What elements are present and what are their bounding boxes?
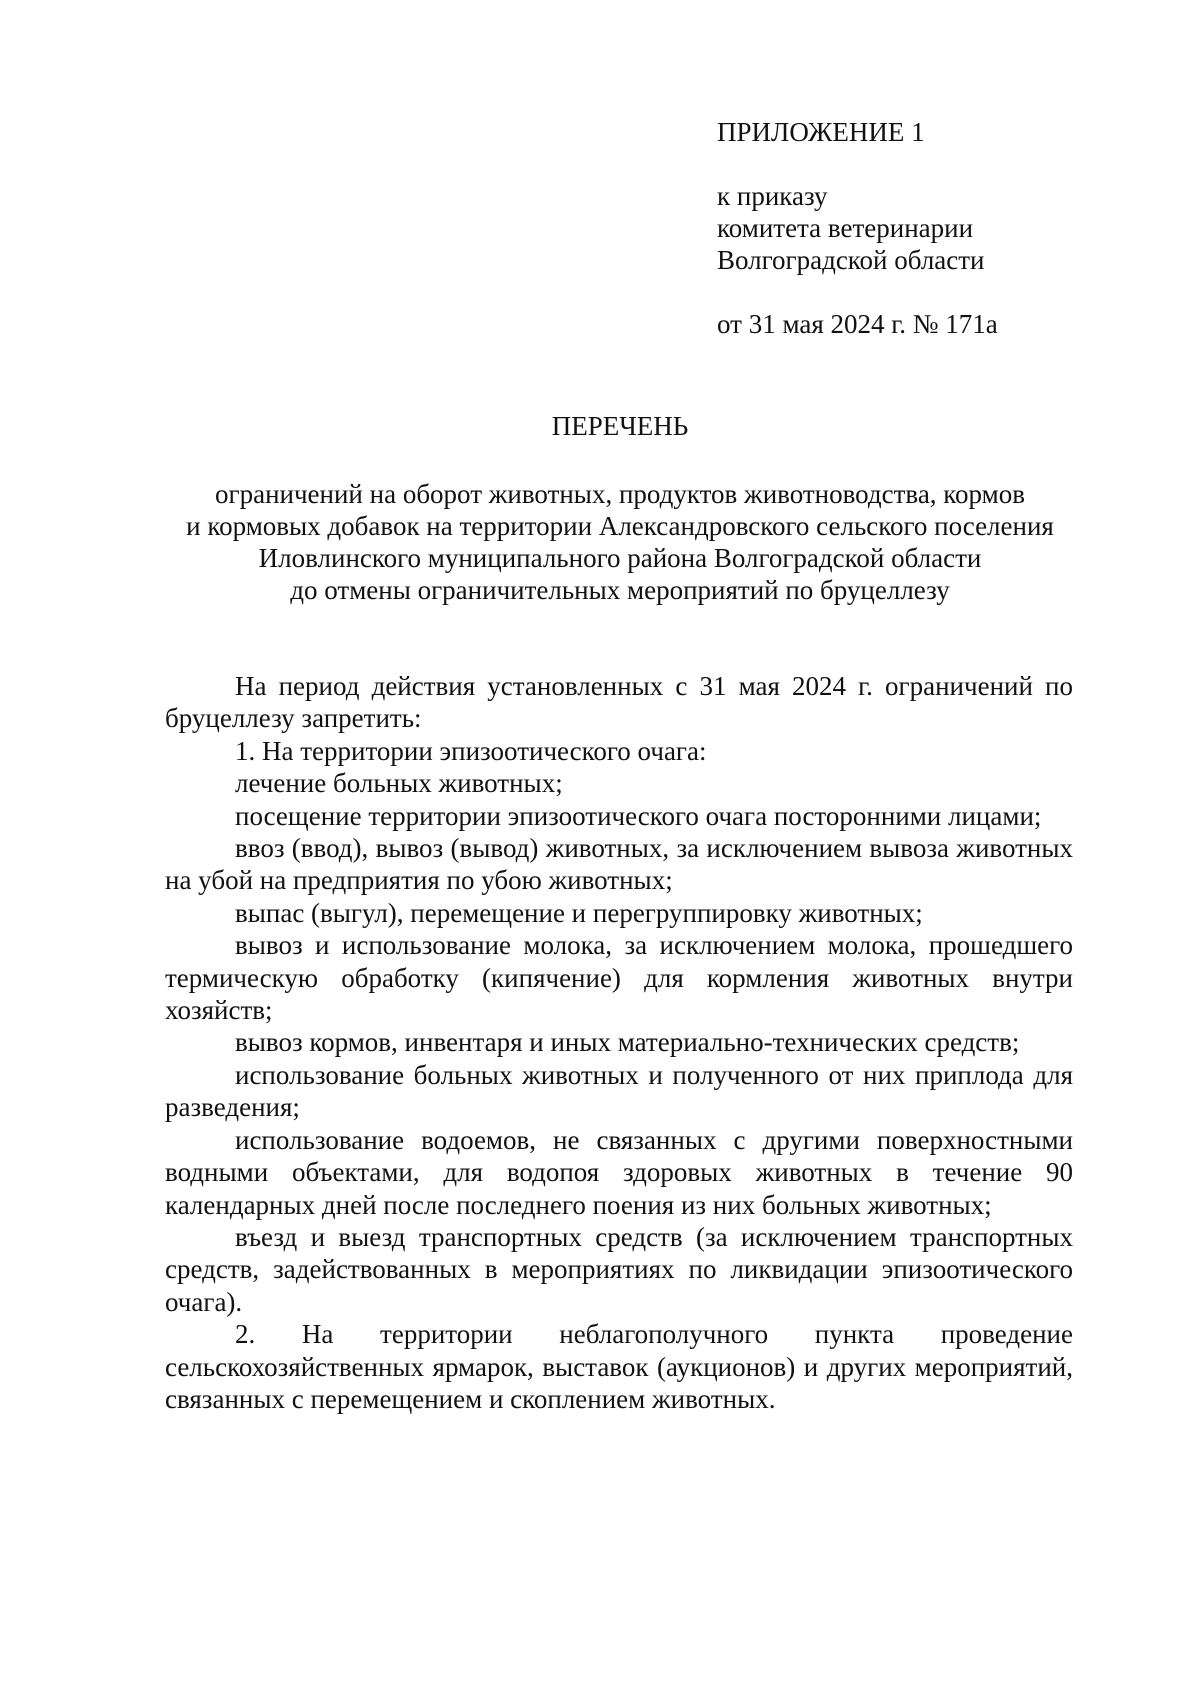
- restriction-item: вывоз кормов, инвентаря и иных материально-технических средств;: [235, 1027, 1020, 1058]
- intro-paragraph: На период действия установленных с 31 мая 2024 г. ограничений по бруцеллезу запретить:: [165, 671, 1073, 734]
- subtitle-line: Иловлинского муниципального района Волгоградской области: [258, 543, 982, 573]
- order-reference: к приказу: [717, 181, 828, 211]
- document-subtitle: [150, 478, 1090, 606]
- region-name: Волгоградской области: [717, 245, 985, 275]
- restriction-item: выпас (выгул), перемещение и перегруппировку животных;: [235, 897, 923, 928]
- subtitle-line: и кормовых добавок на территории Александровского сельского поселения: [186, 511, 1054, 541]
- appendix-block: [717, 116, 1157, 340]
- committee-name: комитета ветеринарии: [717, 213, 974, 243]
- document-body: [165, 670, 1073, 1415]
- restriction-item: лечение больных животных;: [235, 768, 563, 799]
- restriction-item: въезд и выезд транспортных средств (за исключением транспортных средств, задействованных в мероприятиях по ликвидации эпизоотического очага).: [165, 1221, 1073, 1317]
- restriction-item: посещение территории эпизоотического очага посторонними лицами;: [235, 800, 1042, 831]
- subtitle-line: до отмены ограничительных мероприятий по бруцеллезу: [290, 575, 950, 605]
- item-2-paragraph: 2. На территории неблагополучного пункта проведение сельскохозяйственных ярмарок, выставок (аукционов) и других мероприятий, связанных с перемещением и скоплением животных.: [165, 1319, 1073, 1414]
- document-title: ПЕРЕЧЕНЬ: [551, 411, 689, 441]
- restriction-item: использование больных животных и полученного от них приплода для разведения;: [165, 1059, 1073, 1123]
- restriction-item: ввоз (ввод), вывоз (вывод) животных, за исключением вывоза животных на убой на предприятия по убою животных;: [165, 833, 1073, 896]
- restriction-item: использование водоемов, не связанных с другими поверхностными водными объектами, для водопоя здоровых животных в течение 90 календарных дней после последнего поения из них больных животных;: [165, 1124, 1073, 1220]
- item-1-heading: 1. На территории эпизоотического очага:: [235, 735, 707, 766]
- subtitle-line: ограничений на оборот животных, продуктов животноводства, кормов: [215, 479, 1025, 509]
- order-date: от 31 мая 2024 г. № 171а: [717, 309, 998, 339]
- appendix-label: ПРИЛОЖЕНИЕ 1: [717, 117, 925, 147]
- restriction-item: вывоз и использование молока, за исключением молока, прошедшего термическую обработку (кипячение) для кормления животных внутри хозяйств;: [165, 930, 1073, 1026]
